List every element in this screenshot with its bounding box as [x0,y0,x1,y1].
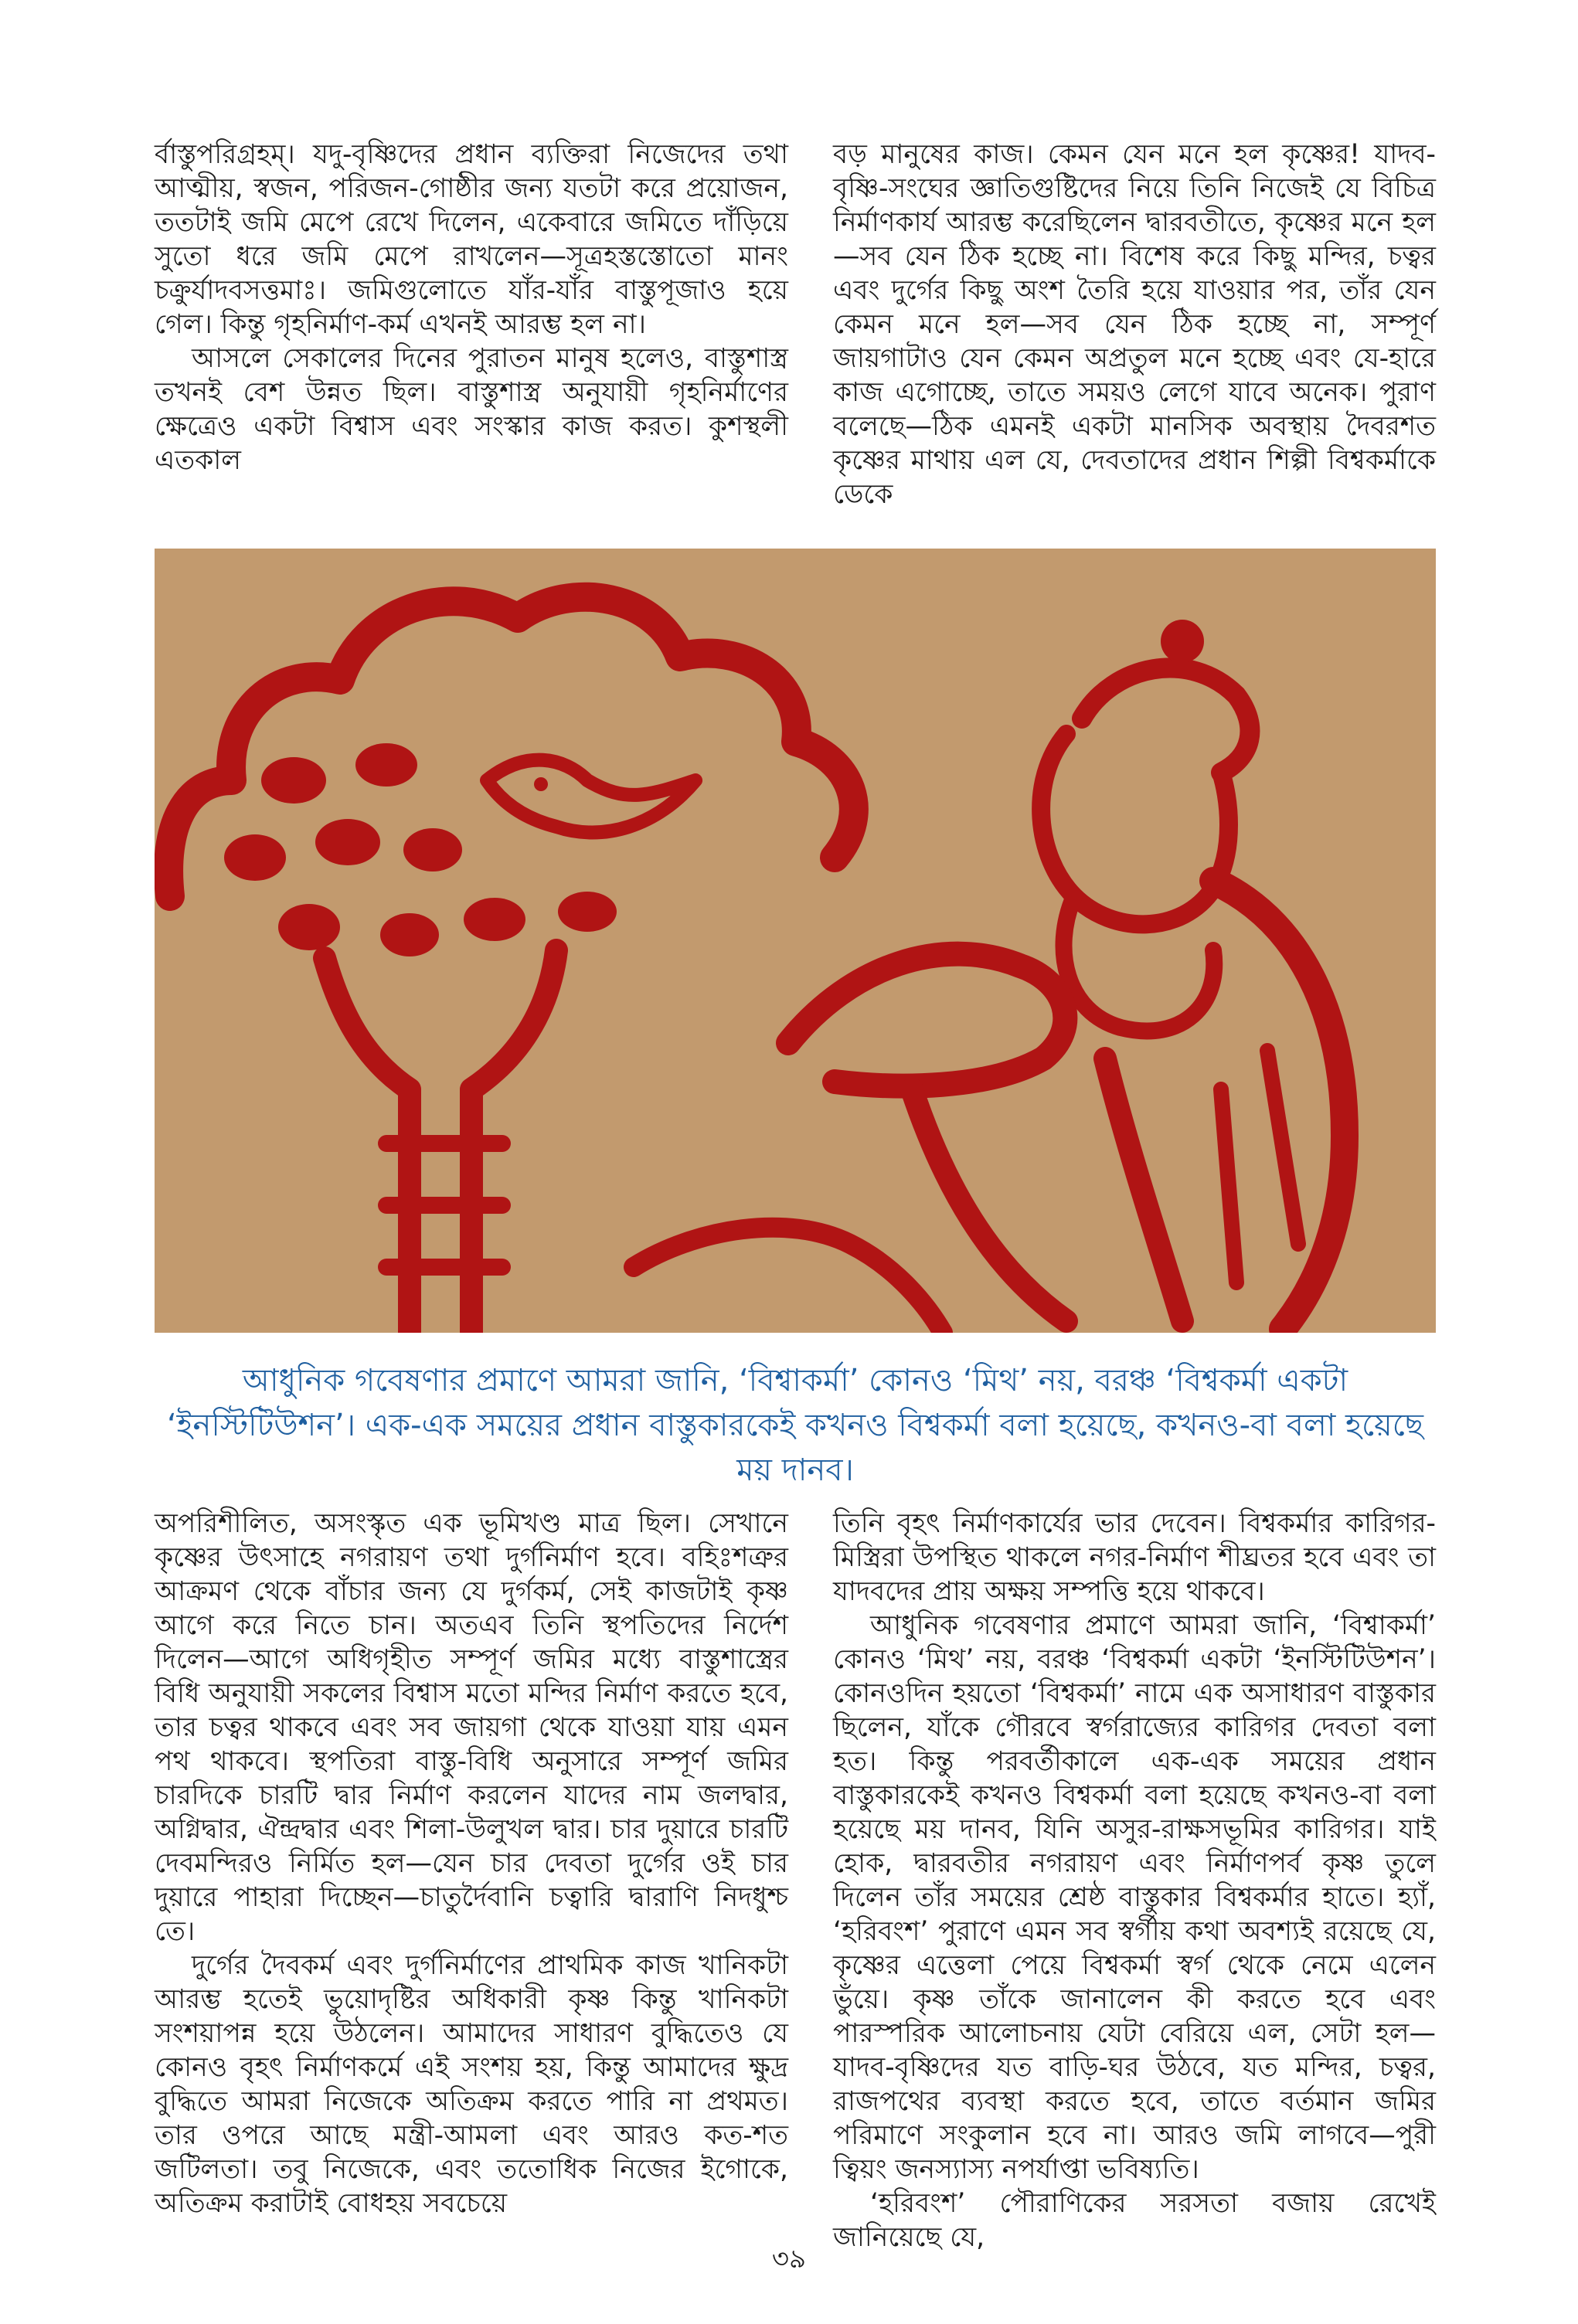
text-column-top-left [155,138,788,477]
paragraph: অপরিশীলিত, অসংস্কৃত এক ভূমিখণ্ড মাত্র ছিল। সেখানে কৃষ্ণের উৎসাহে নগরায়ণ তথা দুর্গনির্মাণ হবে। বহিঃশত্রুর আক্রমণ থেকে বাঁচার জন্য যে দুর্গকর্ম, সেই কাজটাই কৃষ্ণ আগে করে নিতে চান। অতএব তিনি স্থপতিদের নির্দেশ দিলেন—আগে অধিগৃহীত সম্পূর্ণ জমির মধ্যে বাস্তুশাস্ত্রের বিধি অনুযায়ী সকলের বিশ্বাস মতো মন্দির নির্মাণ করতে হবে, তার চত্বর থাকবে এবং সব জায়গা থেকে যাওয়া যায় এমন পথ থাকবে। স্থপতিরা বাস্তু-বিধি অনুসারে সম্পূর্ণ জমির চারদিকে চারটি দ্বার নির্মাণ করলেন যাদের নাম জলদ্বার, অগ্নিদ্বার, ঐন্দ্রদ্বার এবং শিলা-উলুখল দ্বার। চার দুয়ারে চারটি দেবমন্দিরও নির্মিত হল—যেন চার দেবতা দুর্গের ওই চার দুয়ারে পাহারা দিচ্ছেন—চাতুর্দৈবানি চত্বারি দ্বারাণি নিদধুশ্চ তে। [155,1508,788,1947]
paragraph: বড় মানুষের কাজ। কেমন যেন মনে হল কৃষ্ণের! যাদব-বৃষ্ণি-সংঘের জ্ঞাতিগুষ্টিদের নিয়ে তিনি নিজেই যে বিচিত্র নির্মাণকার্য আরম্ভ করেছিলেন দ্বারবতীতে, কৃষ্ণের মনে হল—সব যেন ঠিক হচ্ছে না। বিশেষ করে কিছু মন্দির, চত্বর এবং দুর্গের কিছু অংশ তৈরি হয়ে যাওয়ার পর, তাঁর যেন কেমন মনে হল—সব যেন ঠিক হচ্ছে না, সম্পূর্ণ জায়গাটাও যেন কেমন অপ্রতুল মনে হচ্ছে এবং যে-হারে কাজ এগোচ্ছে, তাতে সময়ও লেগে যাবে অনেক। পুরাণ বলেছে—ঠিক এমনই একটা মানসিক অবস্থায় দৈবরশত কৃষ্ণের মাথায় এল যে, দেবতাদের প্রধান শিল্পী বিশ্বকর্মাকে ডেকে [833,139,1436,510]
text-column-bottom-left [155,1507,788,2220]
paragraph: র্বাস্তুপরিগ্রহম্। যদু-বৃষ্ণিদের প্রধান ব্যক্তিরা নিজেদের তথা আত্মীয়, স্বজন, পরিজন-গোষ্ঠীর জন্য যতটা করে প্রয়োজন, ততটাই জমি মেপে রেখে দিলেন, একেবারে জমিতে দাঁড়িয়ে সুতো ধরে জমি মেপে রাখলেন—সূত্রহস্তস্তোতো মানং চক্রুর্যাদবসত্তমাঃ। জমিগুলোতে যাঁর-যাঁর বাস্তুপূজাও হয়ে গেল। কিন্তু গৃহনির্মাণ-কর্ম এখনই আরম্ভ হল না। [155,139,788,340]
page-number: ৩৯ [771,2244,807,2275]
turban-knob [1161,620,1204,663]
paragraph: আধুনিক গবেষণার প্রমাণে আমরা জানি, ‘বিশ্বাকর্মা’ কোনও ‘মিথ’ নয়, বরঞ্চ ‘বিশ্বকর্মা একটা ‘ইনস্টিটিউশন’। কোনওদিন হয়তো ‘বিশ্বকর্মা’ নামে এক অসাধারণ বাস্তুকার ছিলেন, যাঁকে গৌরবে স্বর্গরাজ্যের কারিগর দেবতা বলা হত। কিন্তু পরবর্তীকালে এক-এক সময়ের প্রধান বাস্তুকারকেই কখনও বিশ্বকর্মা বলা হয়েছে কখনও-বা বলা হয়েছে ময় দানব, যিনি অসুর-রাক্ষসভূমির কারিগর। যাই হোক, দ্বারবতীর নগরায়ণ এবং নির্মাণপর্ব কৃষ্ণ তুলে দিলেন তাঁর সময়ের শ্রেষ্ঠ বাস্তুকার বিশ্বকর্মার হাতে। হ্যাঁ, ‘হরিবংশ’ পুরাণে এমন সব স্বর্গীয় কথা অবশ্যই রয়েছে যে, কৃষ্ণের এত্তেলা পেয়ে বিশ্বকর্মা স্বর্গ থেকে নেমে এলেন ভুঁয়ে। কৃষ্ণ তাঁকে জানালেন কী করতে হবে এবং পারস্পরিক আলোচনায় যেটা বেরিয়ে এল, সেটা হল—যাদব-বৃষ্ণিদের যত বাড়ি-ঘর উঠবে, যত মন্দির, চত্বর, রাজপথের ব্যবস্থা করতে হবে, তাতে বর্তমান জমির পরিমাণে সংকুলান হবে না। আরও জমি লাগবে—পুরী ত্বিয়ং জনস্যাস্য নপর্যাপ্তা ভবিষ্যতি। [833,1610,1436,2185]
paragraph: ‘হরিবংশ’ পৌরাণিকের সরসতা বজায় রেখেই জানিয়েছে যে, [833,2188,1436,2253]
paragraph: তিনি বৃহৎ নির্মাণকার্যের ভার দেবেন। বিশ্বকর্মার কারিগর-মিস্ত্রিরা উপস্থিত থাকলে নগর-নির্মাণ শীঘ্রতর হবে এবং তা যাদবদের প্রায় অক্ষয় সম্পত্তি হয়ে থাকবে। [833,1508,1436,1607]
text-column-bottom-right [833,1507,1436,2254]
paragraph: দুর্গের দৈবকর্ম এবং দুর্গনির্মাণের প্রাথমিক কাজ খানিকটা আরম্ভ হতেই ভুয়োদৃষ্টির অধিকারী কৃষ্ণ কিন্তু খানিকটা সংশয়াপন্ন হয়ে উঠলেন। আমাদের সাধারণ বুদ্ধিতেও যে কোনও বৃহৎ নির্মাণকর্মে এই সংশয় হয়, কিন্তু আমাদের ক্ষুদ্র বুদ্ধিতে আমরা নিজেকে অতিক্রম করতে পারি না প্রথমত। তার ওপরে আছে মন্ত্রী-আমলা এবং আরও কত-শত জটিলতা। তবু নিজেকে, এবং ততোধিক নিজের ইগোকে, অতিক্রম করাটাই বোধহয় সবচেয়ে [155,1950,788,2219]
text-column-top-right [833,138,1436,511]
vishwakarma-illustration [155,549,1436,1333]
pull-quote-caption: আধুনিক গবেষণার প্রমাণে আমরা জানি, ‘বিশ্বাকর্মা’ কোনও ‘মিথ’ নয়, বরঞ্চ ‘বিশ্বকর্মা একটা ‘ইনস্টিটিউশন’। এক-এক সময়ের প্রধান বাস্তুকারকেই কখনও বিশ্বকর্মা বলা হয়েছে, কখনও-বা বলা হয়েছে ময় দানব। [166,1363,1424,1488]
paragraph: আসলে সেকালের দিনের পুরাতন মানুষ হলেও, বাস্তুশাস্ত্র তখনই বেশ উন্নত ছিল। বাস্তুশাস্ত্র অনুযায়ী গৃহনির্মাণের ক্ষেত্রেও একটা বিশ্বাস এবং সংস্কার কাজ করত। কুশস্থলী এতকাল [155,343,788,476]
bird-eye [534,777,548,791]
